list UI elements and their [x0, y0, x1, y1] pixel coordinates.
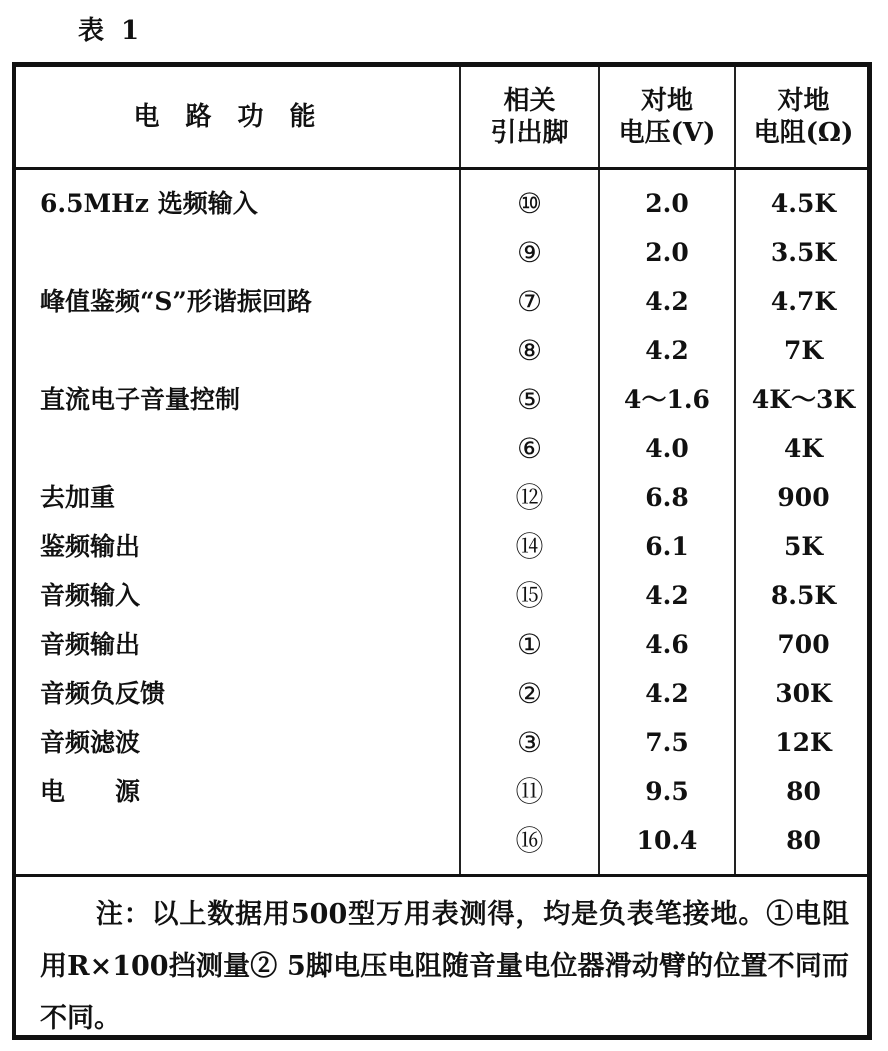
cell-resistance: 4.5K [770, 189, 837, 218]
table-row [16, 424, 867, 473]
table-row [16, 179, 867, 228]
cell-pin: ② [516, 677, 543, 710]
cell-pin: ⑯ [515, 824, 544, 857]
cell-resistance: 8.5K [770, 581, 837, 610]
table-row [16, 620, 867, 669]
header-function: 电路功能 [133, 102, 342, 132]
header-pin [461, 67, 598, 167]
cell-voltage: 6.8 [645, 483, 689, 512]
cell-resistance: 7K [783, 336, 824, 365]
cell-pin: ⑧ [516, 334, 543, 367]
cell-pin: ⑪ [515, 775, 544, 808]
cell-pin: ⑨ [516, 236, 543, 269]
cell-resistance: 30K [775, 679, 832, 708]
cell-pin: ⑭ [515, 530, 544, 563]
table-row [16, 669, 867, 718]
header-voltage-text: 对地 电压(V) [618, 86, 716, 148]
table-caption: 表 1 [78, 16, 144, 46]
table-row [16, 816, 867, 865]
cell-resistance: 80 [786, 826, 821, 855]
cell-voltage: 4.2 [645, 679, 689, 708]
cell-pin: ⑮ [515, 579, 544, 612]
table-row [16, 767, 867, 816]
cell-resistance: 700 [777, 630, 830, 659]
cell-function: 音频滤波 [40, 728, 141, 757]
header-pin-text: 相关 引出脚 [490, 86, 569, 148]
cell-voltage: 9.5 [645, 777, 689, 806]
cell-resistance: 4.7K [770, 287, 837, 316]
cell-function: 6.5MHz 选频输入 [40, 189, 258, 218]
cell-resistance: 5K [783, 532, 824, 561]
cell-pin: ⑩ [516, 187, 543, 220]
cell-function: 鉴频输出 [40, 532, 141, 561]
table-row [16, 718, 867, 767]
cell-resistance: 900 [777, 483, 830, 512]
cell-function: 音频输入 [40, 581, 141, 610]
cell-resistance: 3.5K [770, 238, 837, 267]
cell-pin: ① [516, 628, 543, 661]
cell-resistance: 4K [783, 434, 824, 463]
table-row [16, 277, 867, 326]
cell-voltage: 4.2 [645, 336, 689, 365]
table-row [16, 326, 867, 375]
header-resistance [736, 67, 871, 167]
note-divider [16, 874, 867, 877]
cell-voltage: 4.2 [645, 581, 689, 610]
table-note: 注：以上数据用500型万用表测得，均是负表笔接地。①电阻用R×100挡测量② 5脚电压电阻随音量电位器滑动臂的位置不同而不同。 [40, 899, 849, 1034]
data-table [12, 62, 872, 1040]
table-row [16, 522, 867, 571]
cell-voltage: 4～1.6 [624, 385, 710, 414]
cell-pin: ⑤ [516, 383, 543, 416]
header-resistance-text: 对地 电阻(Ω) [753, 86, 854, 148]
cell-voltage: 4.2 [645, 287, 689, 316]
table-row [16, 228, 867, 277]
cell-function: 音频输出 [40, 630, 141, 659]
table-row [16, 571, 867, 620]
cell-resistance: 4K～3K [751, 385, 856, 414]
cell-voltage: 4.0 [645, 434, 689, 463]
table-row [16, 375, 867, 424]
cell-voltage: 2.0 [645, 189, 689, 218]
header-divider [16, 167, 867, 170]
cell-resistance: 80 [786, 777, 821, 806]
cell-voltage: 4.6 [645, 630, 689, 659]
cell-pin: ⑥ [516, 432, 543, 465]
cell-function: 直流电子音量控制 [40, 385, 241, 414]
cell-pin: ⑦ [516, 285, 543, 318]
cell-function: 电 源 [40, 777, 141, 806]
table-row [16, 473, 867, 522]
cell-function: 峰值鉴频“S”形谐振回路 [40, 287, 312, 316]
cell-voltage: 6.1 [645, 532, 689, 561]
table-body [16, 179, 867, 865]
cell-voltage: 2.0 [645, 238, 689, 267]
cell-function: 去加重 [40, 483, 116, 512]
cell-resistance: 12K [775, 728, 832, 757]
cell-voltage: 10.4 [636, 826, 698, 855]
cell-pin: ⑫ [515, 481, 544, 514]
cell-function: 音频负反馈 [40, 679, 166, 708]
cell-pin: ③ [516, 726, 543, 759]
cell-voltage: 7.5 [645, 728, 689, 757]
header-voltage [600, 67, 734, 167]
